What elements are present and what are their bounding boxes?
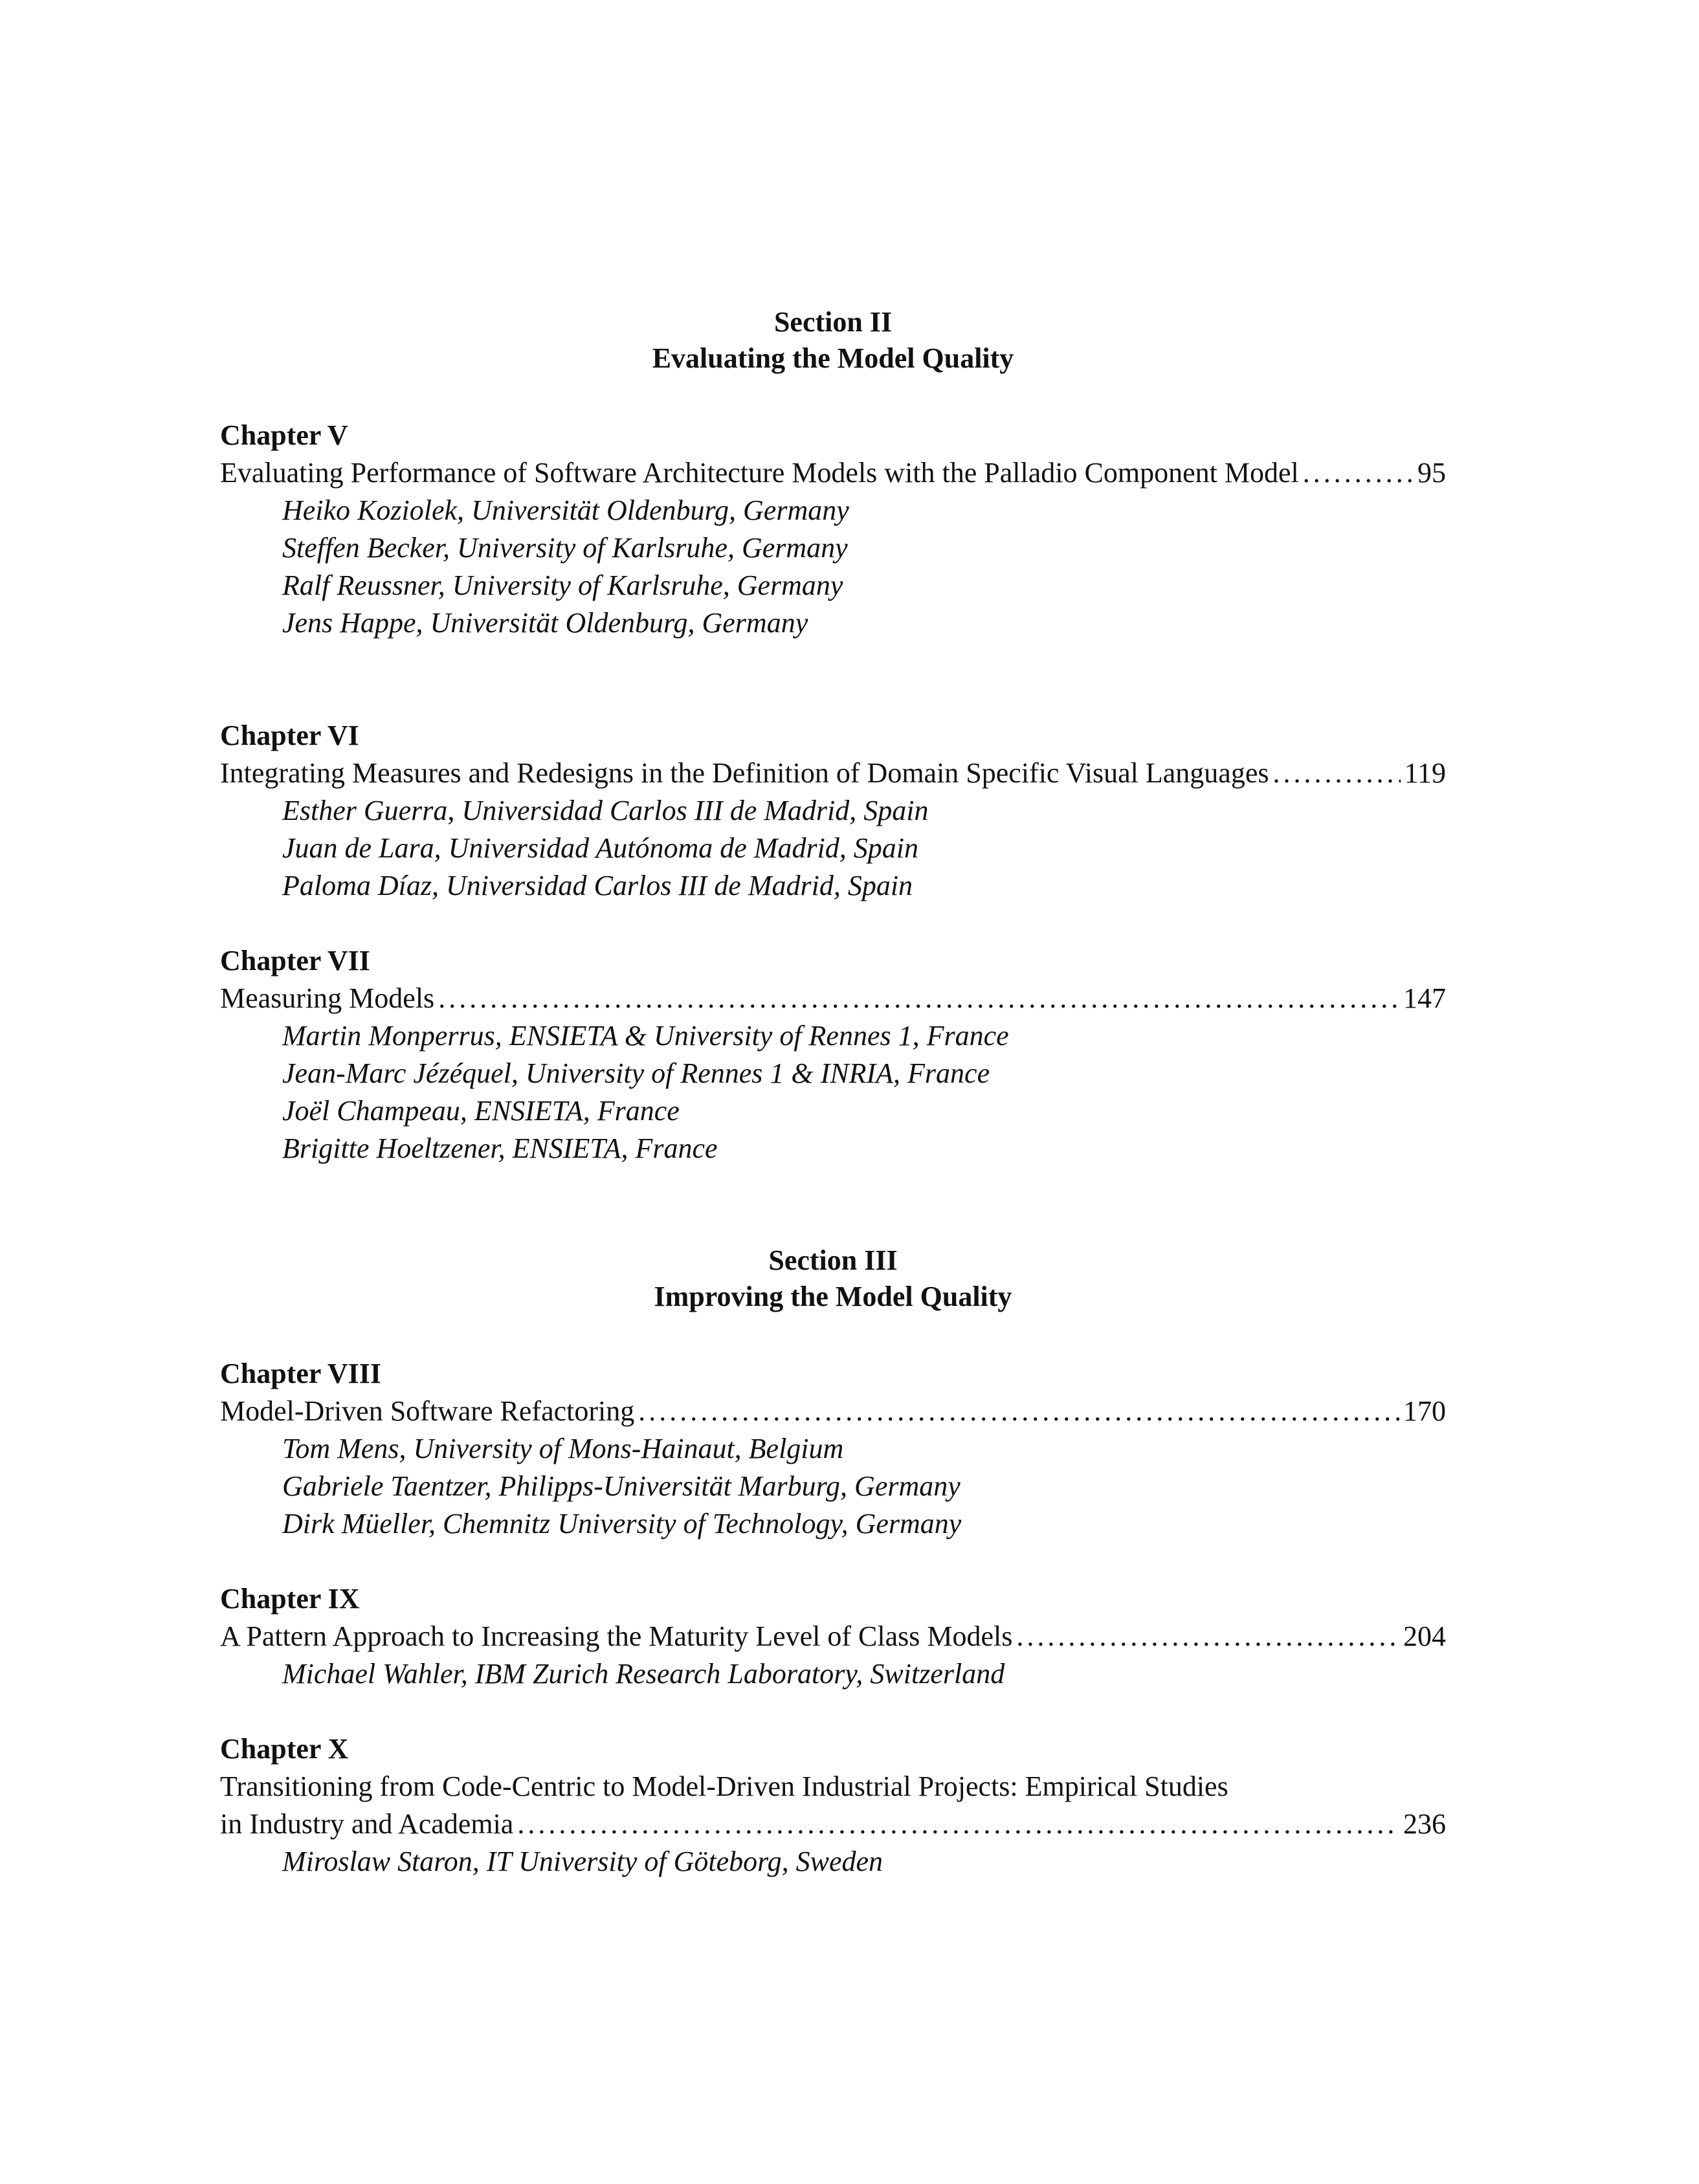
page-number: 204: [1403, 1620, 1446, 1652]
dot-leader: [517, 1805, 1399, 1843]
author-line: Jean-Marc Jézéquel, University of Rennes 1 & INRIA, France: [282, 1057, 990, 1089]
chapter-title-line: [220, 454, 1446, 492]
section-label: Section III: [768, 1244, 898, 1276]
page-number: 95: [1417, 457, 1446, 489]
dot-leader: [638, 1393, 1399, 1430]
dot-leader: [1016, 1618, 1399, 1655]
chapter-label: Chapter VIII: [220, 1358, 381, 1389]
table-of-contents: [220, 304, 1450, 1918]
author-line: Dirk Müeller, Chemnitz University of Technology, Germany: [282, 1508, 962, 1539]
chapter-title: Model-Driven Software Refactoring: [220, 1395, 635, 1427]
author-line: Gabriele Taentzer, Philipps-Universität Marburg, Germany: [282, 1470, 961, 1502]
author-line: Brigitte Hoeltzener, ENSIETA, France: [282, 1132, 718, 1164]
chapter-title: in Industry and Academia: [220, 1808, 514, 1840]
author-line: Joël Champeau, ENSIETA, France: [282, 1095, 680, 1127]
chapter-title: Evaluating Performance of Software Architecture Models with the Palladio Component Model: [220, 457, 1299, 489]
section-heading: [220, 1242, 1450, 1315]
chapter-title-line: [220, 980, 1446, 1017]
author-line: Martin Monperrus, ENSIETA & University of Rennes 1, France: [282, 1020, 1009, 1052]
author-line: Paloma Díaz, Universidad Carlos III de Madrid, Spain: [282, 870, 913, 901]
toc-entry: [220, 1730, 1450, 1881]
section-title: Improving the Model Quality: [654, 1281, 1012, 1312]
author-line: Tom Mens, University of Mons-Hainaut, Belgium: [282, 1433, 844, 1464]
dot-leader: [1272, 755, 1400, 792]
author-line: Esther Guerra, Universidad Carlos III de Madrid, Spain: [282, 795, 929, 826]
section-heading: [220, 304, 1450, 377]
toc-entry: [220, 717, 1450, 905]
chapter-title-first-line: Transitioning from Code-Centric to Model-Driven Industrial Projects: Empirical Studies: [220, 1770, 1228, 1802]
chapter-label: Chapter VI: [220, 720, 359, 751]
author-line: Ralf Reussner, University of Karlsruhe, Germany: [282, 569, 843, 601]
author-line: Michael Wahler, IBM Zurich Research Laboratory, Switzerland: [282, 1658, 1005, 1690]
chapter-title: Integrating Measures and Redesigns in the Definition of Domain Specific Visual Languages: [220, 757, 1269, 789]
author-line: Jens Happe, Universität Oldenburg, Germany: [282, 607, 808, 639]
dot-leader: [438, 980, 1399, 1017]
chapter-label: Chapter VII: [220, 945, 370, 976]
chapter-title-line: [220, 1393, 1446, 1430]
toc-entry: [220, 1580, 1450, 1693]
dot-leader: [1303, 454, 1414, 492]
chapter-title: Measuring Models: [220, 982, 435, 1014]
author-line: Steffen Becker, University of Karlsruhe, Germany: [282, 532, 848, 564]
section-label: Section II: [773, 306, 893, 338]
chapter-title-line: [220, 1618, 1446, 1655]
author-line: Heiko Koziolek, Universität Oldenburg, Germany: [282, 494, 849, 526]
page-number: 119: [1404, 757, 1446, 789]
chapter-title: A Pattern Approach to Increasing the Maturity Level of Class Models: [220, 1620, 1013, 1652]
toc-entry: [220, 417, 1450, 642]
section-title: Evaluating the Model Quality: [652, 342, 1014, 374]
toc-entry: [220, 1355, 1450, 1543]
author-line: Miroslaw Staron, IT University of Göteborg, Sweden: [282, 1846, 883, 1877]
chapter-label: Chapter V: [220, 419, 348, 451]
chapter-label: Chapter X: [220, 1733, 349, 1765]
toc-entry: [220, 942, 1450, 1167]
chapter-label: Chapter IX: [220, 1583, 360, 1615]
chapter-title-line: [220, 755, 1446, 792]
author-line: Juan de Lara, Universidad Autónoma de Madrid, Spain: [282, 832, 919, 864]
page-number: 147: [1403, 982, 1446, 1014]
page-number: 170: [1403, 1395, 1446, 1427]
page-number: 236: [1403, 1808, 1446, 1840]
chapter-title-line: [220, 1805, 1446, 1843]
